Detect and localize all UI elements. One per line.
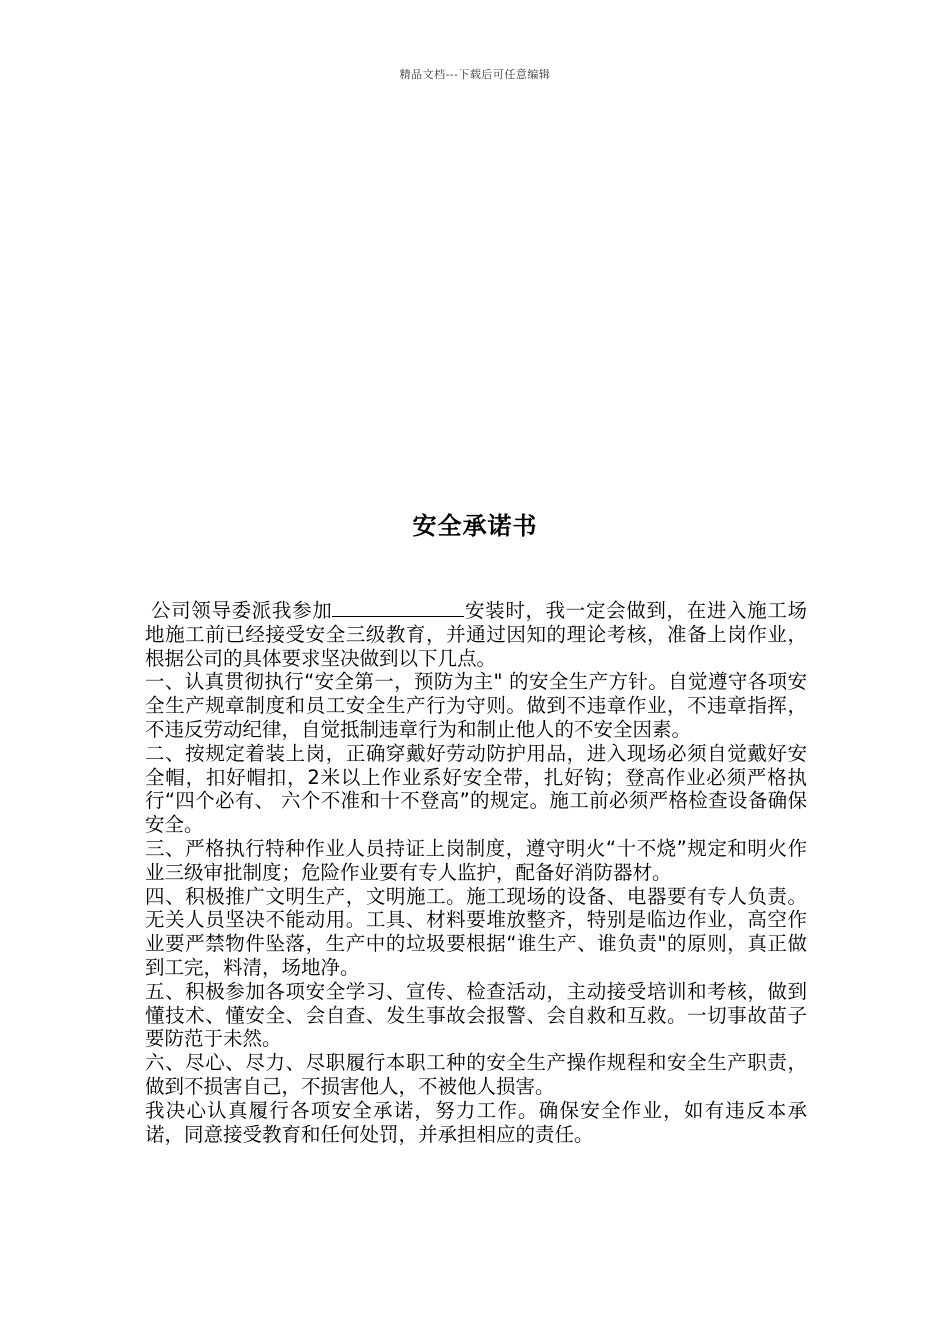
- commitment-item-4: 四、积极推广文明生产，文明施工。施工现场的设备、电器要有专人负责。无关人员坚决不能动用。工具、材料要堆放整齐，特别是临边作业，高空作业要严禁物件坠落，生产中的垃圾要根据“谁生产、谁负责"的原则，真正做到工完，料清，场地净。: [145, 884, 807, 979]
- document-title: 安全承诺书: [412, 512, 538, 540]
- intro-paragraph: [145, 598, 807, 670]
- commitment-item-2: 二、按规定着装上岗，正确穿戴好劳动防护用品，进入现场必须自觉戴好安全帽，扣好帽扣，2米以上作业系好安全带，扎好钩；登高作业必须严格执行“四个必有、 六个不准和十不登高”的规定。施工前必须严格检查设备确保安全。: [145, 741, 807, 837]
- page-header-watermark: 精品文档---下载后可任意编辑: [399, 68, 551, 81]
- commitment-item-6: 六、尽心、尽力、尽职履行本职工种的安全生产操作规程和安全生产职责，做到不损害自己，不损害他人，不被他人损害。: [145, 1051, 807, 1098]
- commitment-item-1: 一、认真贯彻执行“安全第一，预防为主" 的安全生产方针。自觉遵守各项安全生产规章制度和员工安全生产行为守则。做到不违章作业，不违章指挥，不违反劳动纪律，自觉抵制违章行为和制止他人的不安全因素。: [145, 670, 807, 741]
- commitment-item-3: 三、严格执行特种作业人员持证上岗制度，遵守明火“十不烧”规定和明火作业三级审批制度；危险作业要有专人监护，配备好消防器材。: [145, 836, 807, 884]
- commitment-item-5: 五、积极参加各项安全学习、宣传、检查活动，主动接受培训和考核，做到懂技术、懂安全、会自查、发生事故会报警、会自救和互救。一切事故苗子要防范于未然。: [145, 979, 807, 1051]
- intro-text-after-blank: 安装时，我一定会做到，在进入施工场地施工前已经接受安全三级教育，并通过因知的理论考核，准备上岗作业，根据公司的具体要求坚决做到以下几点。: [145, 599, 807, 670]
- fill-in-blank-line: [332, 598, 464, 617]
- closing-paragraph: 我决心认真履行各项安全承诺，努力工作。确保安全作业，如有违反本承诺，同意接受教育和任何处罚，并承担相应的责任。: [145, 1098, 807, 1146]
- intro-text-before-blank: 公司领导委派我参加: [151, 599, 333, 622]
- document-body: [145, 598, 807, 1146]
